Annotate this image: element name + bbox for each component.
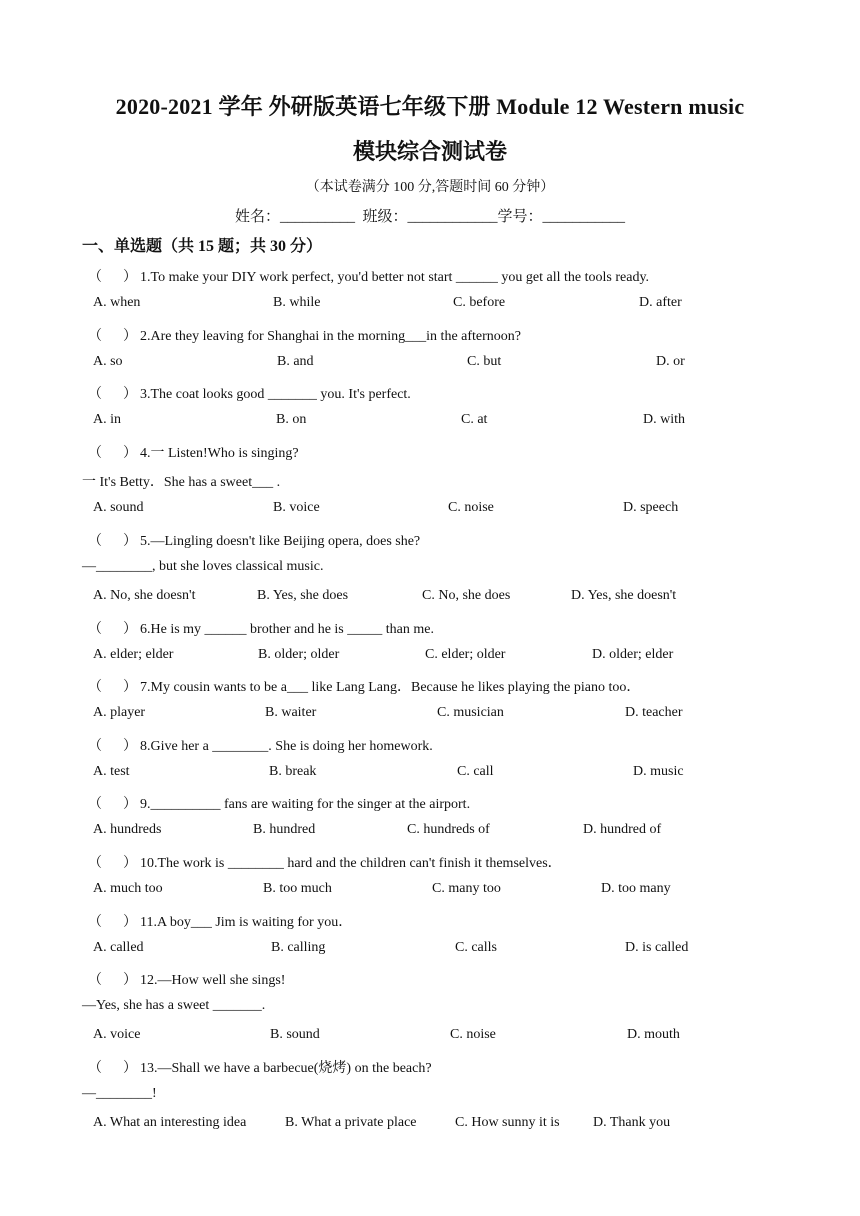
question-stem: 9.__________ fans are waiting for the singer at the airport. xyxy=(140,797,471,812)
option-d: D. music xyxy=(633,764,684,779)
option-d: D. Yes, she doesn't xyxy=(571,588,677,603)
question-continuation: —Yes, she has a sweet _______. xyxy=(82,998,266,1013)
option-a: A. hundreds xyxy=(93,822,162,837)
option-c: C. call xyxy=(457,764,494,779)
option-b: B. on xyxy=(276,412,307,427)
option-c: C. No, she does xyxy=(422,588,511,603)
option-d: D. speech xyxy=(623,500,679,515)
exam-subtitle: （本试卷满分 100 分,答题时间 60 分钟） xyxy=(305,180,555,195)
question-13 xyxy=(88,1057,432,1077)
question-10 xyxy=(88,852,562,872)
question-stem: 7.My cousin wants to be a___ like Lang Lang．Because he likes playing the piano too． xyxy=(140,680,641,695)
class-blank: ____________ xyxy=(407,209,498,225)
question-stem: 3.The coat looks good _______ you. It's perfect. xyxy=(140,387,411,402)
answer-paren: （ ） xyxy=(88,1061,137,1076)
question-6 xyxy=(88,618,434,638)
option-c: C. How sunny it is xyxy=(455,1115,560,1130)
option-a: A. when xyxy=(93,295,141,310)
option-c: C. noise xyxy=(448,500,494,515)
question-stem: 6.He is my ______ brother and he is _____ than me. xyxy=(140,622,434,637)
question-stem: 8.Give her a ________. She is doing her homework. xyxy=(140,739,433,754)
option-d: D. after xyxy=(639,295,682,310)
option-b: B. waiter xyxy=(265,705,317,720)
exam-title-line2: 模块综合测试卷 xyxy=(352,139,507,164)
question-stem: 2.Are they leaving for Shanghai in the morning___in the afternoon? xyxy=(140,329,522,344)
answer-paren: （ ） xyxy=(88,329,137,344)
option-a: A. No, she doesn't xyxy=(93,588,196,603)
name-blank: __________ xyxy=(279,209,355,225)
question-7 xyxy=(88,676,640,696)
question-stem: 4.一 Listen!Who is singing? xyxy=(140,446,299,461)
question-stem: 10.The work is ________ hard and the children can't finish it themselves． xyxy=(140,856,562,871)
option-b: B. sound xyxy=(270,1027,320,1042)
id-blank: ___________ xyxy=(542,209,626,225)
answer-paren: （ ） xyxy=(88,856,137,871)
answer-paren: （ ） xyxy=(88,915,137,930)
answer-paren: （ ） xyxy=(88,622,137,637)
question-8 xyxy=(88,735,433,755)
option-a: A. elder; elder xyxy=(93,647,174,662)
option-c: C. but xyxy=(467,354,502,369)
question-stem: 11.A boy___ Jim is waiting for you． xyxy=(140,915,353,930)
option-d: D. older; elder xyxy=(592,647,674,662)
question-1 xyxy=(88,266,649,286)
option-a: A. player xyxy=(93,705,146,720)
option-a: A. so xyxy=(93,354,123,369)
question-continuation: —________! xyxy=(82,1086,157,1101)
option-a: A. much too xyxy=(93,881,163,896)
option-d: D. too many xyxy=(601,881,671,896)
option-a: A. test xyxy=(93,764,130,779)
answer-paren: （ ） xyxy=(88,797,137,812)
option-b: B. too much xyxy=(263,881,332,896)
question-5 xyxy=(88,530,420,550)
option-a: A. called xyxy=(93,940,144,955)
option-d: D. Thank you xyxy=(593,1115,671,1130)
option-c: C. musician xyxy=(437,705,504,720)
option-c: C. elder; older xyxy=(425,647,506,662)
question-2 xyxy=(88,325,521,345)
option-d: D. with xyxy=(643,412,685,427)
option-c: C. before xyxy=(453,295,506,310)
option-b: B. voice xyxy=(273,500,320,515)
question-stem: 12.—How well she sings! xyxy=(140,973,286,988)
option-c: C. hundreds of xyxy=(407,822,490,837)
answer-paren: （ ） xyxy=(88,270,137,285)
id-label: 学号： xyxy=(497,209,543,225)
option-c: C. calls xyxy=(455,940,497,955)
answer-paren: （ ） xyxy=(88,973,137,988)
name-label: 姓名： xyxy=(234,209,280,225)
answer-paren: （ ） xyxy=(88,534,137,549)
option-d: D. or xyxy=(656,354,685,369)
question-continuation: —________, but she loves classical music. xyxy=(82,559,324,574)
student-info xyxy=(0,205,860,226)
question-4 xyxy=(88,442,299,462)
option-c: C. many too xyxy=(432,881,501,896)
section-title: 一、单选题（共 15 题；共 30 分） xyxy=(82,238,323,255)
answer-paren: （ ） xyxy=(88,680,137,695)
option-d: D. mouth xyxy=(627,1027,680,1042)
class-label: 班级： xyxy=(362,209,408,225)
option-d: D. teacher xyxy=(625,705,683,720)
option-b: B. and xyxy=(277,354,314,369)
option-d: D. is called xyxy=(625,940,689,955)
answer-paren: （ ） xyxy=(88,387,137,402)
answer-paren: （ ） xyxy=(88,446,137,461)
option-c: C. at xyxy=(461,412,488,427)
question-12 xyxy=(88,969,285,989)
question-stem: 13.—Shall we have a barbecue(烧烤) on the beach? xyxy=(140,1061,432,1076)
option-a: A. voice xyxy=(93,1027,141,1042)
option-a: A. in xyxy=(93,412,121,427)
question-9 xyxy=(88,793,470,813)
option-a: A. What an interesting idea xyxy=(93,1115,247,1130)
option-b: B. older; older xyxy=(258,647,340,662)
question-3 xyxy=(88,383,411,403)
option-b: B. Yes, she does xyxy=(257,588,349,603)
option-b: B. break xyxy=(269,764,317,779)
option-b: B. hundred xyxy=(253,822,316,837)
question-continuation: 一 It's Betty．She has a sweet___ . xyxy=(82,475,281,490)
option-b: B. calling xyxy=(271,940,326,955)
question-11 xyxy=(88,911,352,931)
question-stem: 1.To make your DIY work perfect, you'd better not start ______ you get all the tools ready. xyxy=(140,270,650,285)
answer-paren: （ ） xyxy=(88,739,137,754)
option-c: C. noise xyxy=(450,1027,496,1042)
option-b: B. while xyxy=(273,295,321,310)
option-a: A. sound xyxy=(93,500,144,515)
option-b: B. What a private place xyxy=(285,1115,417,1130)
option-d: D. hundred of xyxy=(583,822,662,837)
question-stem: 5.—Lingling doesn't like Beijing opera, does she? xyxy=(140,534,421,549)
exam-title: 2020-2021 学年 外研版英语七年级下册 Module 12 Western music xyxy=(115,94,745,119)
